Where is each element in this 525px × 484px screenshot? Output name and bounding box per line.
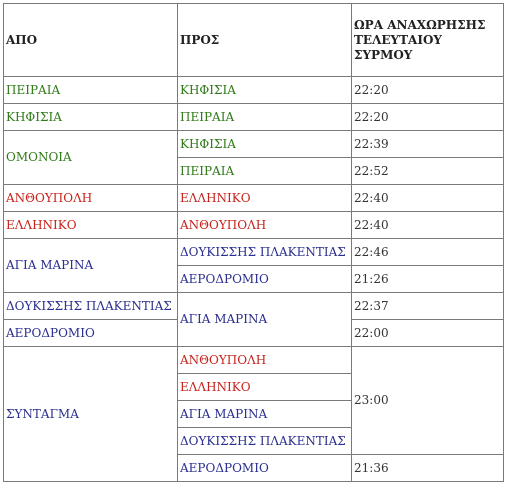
header-time-line-1: ΩΡΑ ΑΝΑΧΩΡΗΣΗΣ [354, 17, 486, 32]
table-row [4, 77, 504, 104]
schedule-container [3, 3, 504, 482]
to-station: ΕΛΛΗΝΙΚΟ [178, 185, 352, 212]
to-station: ΑΝΘΟΥΠΟΛΗ [178, 347, 352, 374]
departure-time: 22:40 [352, 212, 504, 239]
header-to: ΠΡΟΣ [178, 4, 352, 77]
to-station: ΠΕΙΡΑΙΑ [178, 104, 352, 131]
to-station: ΑΕΡΟΔΡΟΜΙΟ [178, 455, 352, 482]
to-station: ΚΗΦΙΣΙΑ [178, 77, 352, 104]
departure-time: 23:00 [352, 347, 504, 455]
to-station: ΑΝΘΟΥΠΟΛΗ [178, 212, 352, 239]
to-station: ΔΟΥΚΙΣΣΗΣ ΠΛΑΚΕΝΤΙΑΣ [178, 239, 352, 266]
from-station: ΔΟΥΚΙΣΣΗΣ ΠΛΑΚΕΝΤΙΑΣ [4, 293, 178, 320]
header-time-line-2: ΤΕΛΕΥΤΑΙΟΥ [354, 32, 442, 47]
header-row [4, 4, 504, 77]
to-station: ΚΗΦΙΣΙΑ [178, 131, 352, 158]
to-station: ΑΓΙΑ ΜΑΡΙΝΑ [178, 401, 352, 428]
table-row [4, 185, 504, 212]
header-from: ΑΠΟ [4, 4, 178, 77]
departure-time: 22:00 [352, 320, 504, 347]
from-station: ΑΓΙΑ ΜΑΡΙΝΑ [4, 239, 178, 293]
from-station: ΚΗΦΙΣΙΑ [4, 104, 178, 131]
table-row [4, 212, 504, 239]
departure-time: 22:52 [352, 158, 504, 185]
from-station: ΟΜΟΝΟΙΑ [4, 131, 178, 185]
from-station: ΠΕΙΡΑΙΑ [4, 77, 178, 104]
from-station: ΕΛΛΗΝΙΚΟ [4, 212, 178, 239]
table-row [4, 347, 504, 374]
from-station: ΑΝΘΟΥΠΟΛΗ [4, 185, 178, 212]
departure-time: 22:20 [352, 77, 504, 104]
departure-time: 22:20 [352, 104, 504, 131]
to-station: ΠΕΙΡΑΙΑ [178, 158, 352, 185]
to-station: ΑΕΡΟΔΡΟΜΙΟ [178, 266, 352, 293]
departure-time: 21:26 [352, 266, 504, 293]
from-station: ΑΕΡΟΔΡΟΜΙΟ [4, 320, 178, 347]
header-departure-time [352, 4, 504, 77]
to-station: ΕΛΛΗΝΙΚΟ [178, 374, 352, 401]
departure-time: 21:36 [352, 455, 504, 482]
table-row [4, 239, 504, 266]
table-row [4, 104, 504, 131]
header-time-line-3: ΣΥΡΜΟΥ [354, 47, 413, 62]
departure-time: 22:46 [352, 239, 504, 266]
to-station: ΔΟΥΚΙΣΣΗΣ ΠΛΑΚΕΝΤΙΑΣ [178, 428, 352, 455]
table-row [4, 131, 504, 158]
table-row [4, 293, 504, 320]
departure-time: 22:39 [352, 131, 504, 158]
last-train-schedule-table [3, 3, 504, 482]
departure-time: 22:40 [352, 185, 504, 212]
from-station: ΣΥΝΤΑΓΜΑ [4, 347, 178, 482]
to-station: ΑΓΙΑ ΜΑΡΙΝΑ [178, 293, 352, 347]
departure-time: 22:37 [352, 293, 504, 320]
